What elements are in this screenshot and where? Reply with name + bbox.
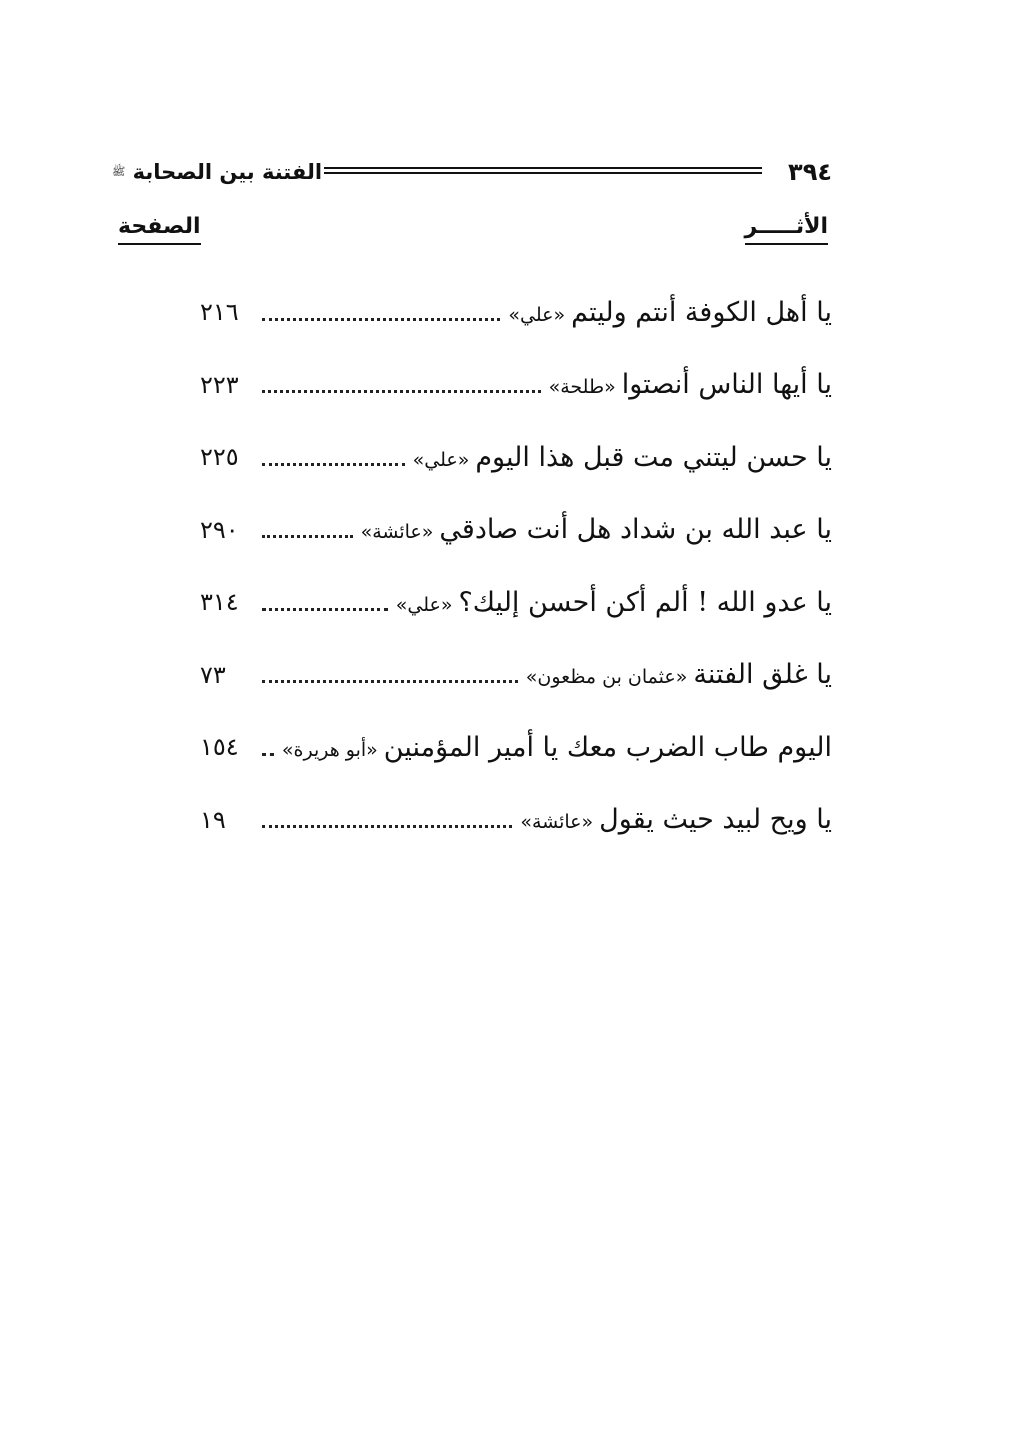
dot-leader	[262, 753, 274, 756]
entry-text	[549, 369, 832, 400]
entry-speaker: «عائشة»	[520, 811, 594, 834]
dot-leader	[262, 608, 388, 611]
entry-speaker: «عثمان بن مظعون»	[525, 666, 688, 689]
entry-quote: يا أهل الكوفة أنتم وليتم	[571, 296, 832, 328]
index-entry	[200, 639, 832, 712]
entry-speaker: «أبو هريرة»	[281, 738, 378, 761]
entry-page-number: ٢٢٣	[200, 370, 239, 399]
index-entry	[200, 784, 832, 857]
index-entry	[200, 566, 832, 639]
entry-text	[520, 804, 832, 835]
entry-page-number: ٢٩٠	[200, 515, 239, 544]
dot-leader	[262, 535, 353, 538]
athar-column-heading: الأثـــــر	[745, 212, 828, 245]
entry-quote: اليوم طاب الضرب معك يا أمير المؤمنين	[383, 731, 832, 763]
entry-page-number: ٢٢٥	[200, 443, 239, 472]
entry-speaker: «عائشة»	[360, 521, 434, 544]
entry-page-number: ٧٣	[200, 660, 226, 689]
index-entry	[200, 494, 832, 567]
entry-text	[361, 514, 832, 545]
dot-leader	[262, 680, 518, 683]
page-number: ٣٩٤	[788, 158, 832, 186]
entry-text	[282, 732, 832, 763]
entry-page-number: ٢١٦	[200, 298, 239, 327]
entry-quote: يا ويح لبيد حيث يقول	[599, 804, 832, 836]
honorific-mark: ﷺ	[112, 165, 126, 178]
entry-text	[508, 297, 832, 328]
entry-quote: يا عبد الله بن شداد هل أنت صادقي	[439, 514, 832, 546]
entry-speaker: «علي»	[412, 448, 470, 471]
entry-speaker: «طلحة»	[548, 376, 616, 399]
page-column-heading: الصفحة	[118, 212, 201, 245]
entry-speaker: «علي»	[508, 303, 566, 326]
entry-text	[413, 442, 832, 473]
entry-quote: يا حسن ليتني مت قبل هذا اليوم	[475, 441, 832, 473]
entry-speaker: «علي»	[395, 593, 453, 616]
entry-quote: يا عدو الله ! ألم أكن أحسن إليك؟	[458, 586, 832, 618]
entry-text	[526, 659, 832, 690]
entry-quote: يا غلق الفتنة	[693, 659, 832, 691]
book-title-text: الفتنة بين الصحابة	[132, 160, 323, 184]
dot-leader	[262, 463, 405, 466]
index-entries	[200, 276, 832, 856]
dot-leader	[262, 318, 500, 321]
index-entry	[200, 276, 832, 349]
header-rule	[324, 167, 762, 174]
dot-leader	[262, 390, 541, 393]
dot-leader	[262, 825, 512, 828]
index-entry	[200, 711, 832, 784]
index-entry	[200, 421, 832, 494]
entry-text	[396, 587, 832, 618]
entry-page-number: ١٥٤	[200, 733, 239, 762]
entry-page-number: ١٩	[200, 805, 226, 834]
entry-page-number: ٣١٤	[200, 588, 239, 617]
index-entry	[200, 349, 832, 422]
book-title	[112, 152, 322, 192]
running-header	[112, 152, 832, 192]
entry-quote: يا أيها الناس أنصتوا	[621, 369, 832, 401]
